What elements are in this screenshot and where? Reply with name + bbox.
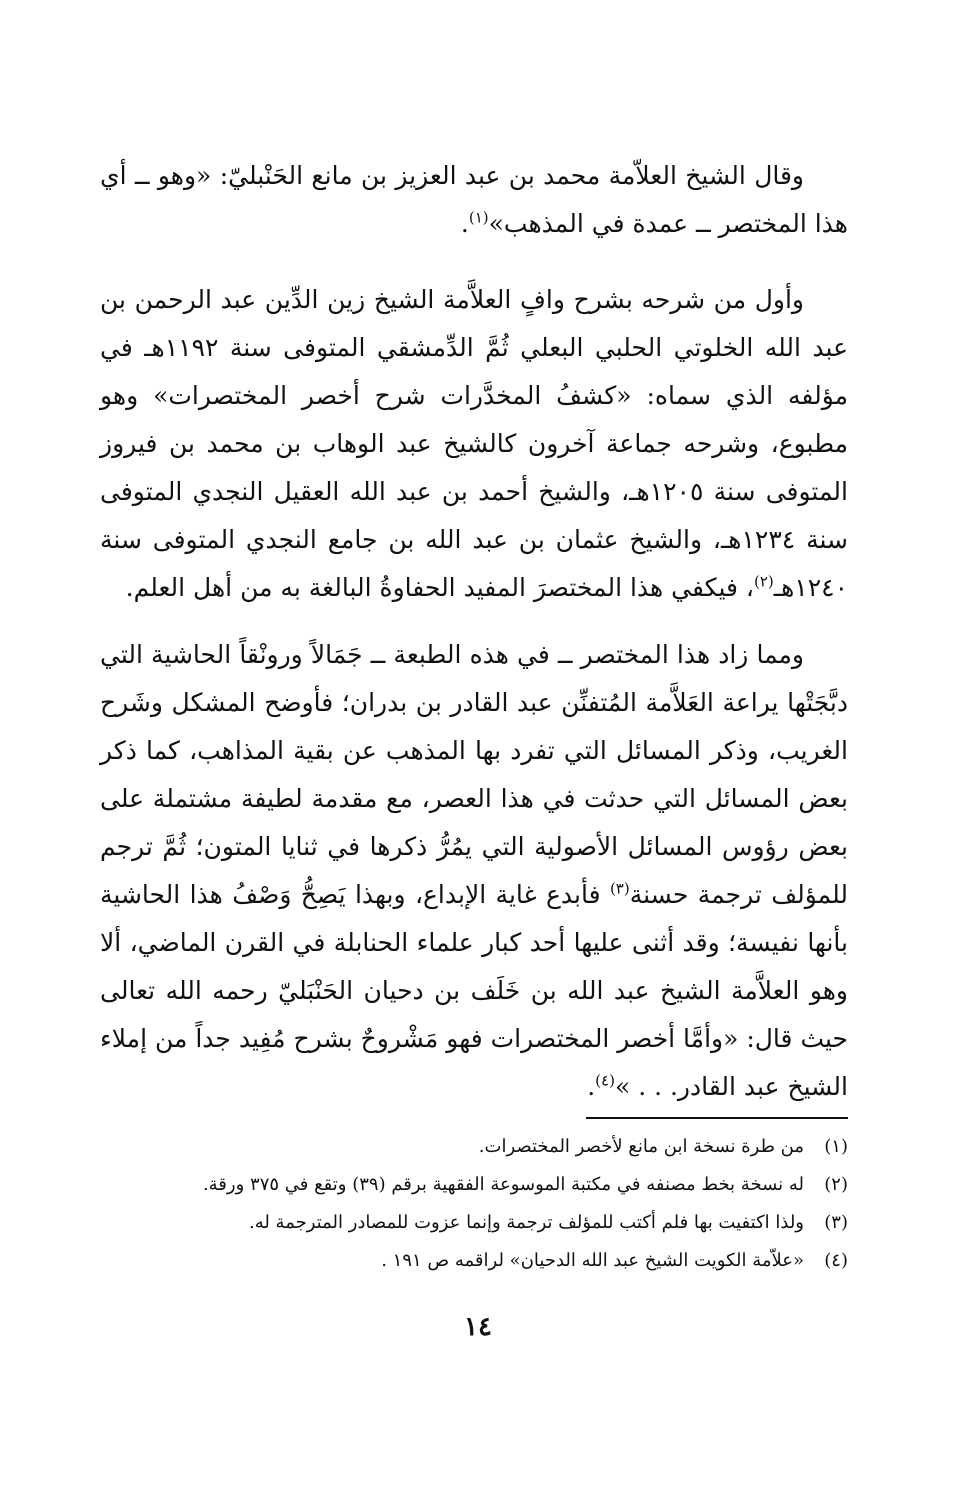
paragraph-1-text: وقال الشيخ العلاّمة محمد بن عبد العزيز بن مانع الحَنْبليّ: «وهو ــ أي هذا المختصر ــ عمدة في المذهب» [100,161,848,238]
footnote-text: له نسخة بخط مصنفه في مكتبة الموسوعة الفقهية برقم (٣٩) وتقع في ٣٧٥ ورقة. [202,1174,804,1195]
paragraph-1-tail: . [460,209,469,238]
paragraph-1 [100,152,848,248]
paragraph-3-tail: فأبدع غاية الإبداع، وبهذا يَصِحُّ وَصْفُ هذا الحاشية بأنها نفيسة؛ وقد أثنى عليها أحد كبار علماء الحنابلة في القرن الماضي، ألا وهو العلاَّمة الشيخ عبد الله بن خَلَف بن دحيان الحَنْبَليّ رحمه الله تعالى حيث قال: «وأمَّا أخصر المختصرات فهو مَشْروحٌ بشرح مُفِيد جداً من إملاء الشيخ عبد القادر. . . » [100,880,848,1101]
footnote-text: «علاّمة الكويت الشيخ عبد الله الدحيان» لراقمه ص ١٩١ . [381,1250,804,1271]
footnote-4 [100,1242,848,1280]
footnote-divider [586,1117,848,1119]
paragraph-3 [100,631,848,1111]
footnote-text: من طرة نسخة ابن مانع لأخصر المختصرات. [478,1136,804,1157]
footnote-number: (٢) [824,1174,848,1195]
footnote-ref-1[interactable]: (١) [468,208,489,227]
footnote-1 [100,1128,848,1166]
paragraph-2-text: وأول من شرحه بشرح وافٍ العلاَّمة الشيخ زين الدِّين عبد الرحمن بن عبد الله الخلوتي الحلبي البعلي ثُمَّ الدِّمشقي المتوفى سنة ١١٩٢هـ في مؤلفه الذي سماه: «كشفُ المخدَّرات شرح أخصر المختصرات» وهو مطبوع، وشرحه جماعة آخرون كالشيخ عبد الوهاب بن محمد بن فيروز المتوفى سنة ١٢٠٥هـ، والشيخ أحمد بن عبد الله العقيل النجدي المتوفى سنة ١٢٣٤هـ، والشيخ عثمان بن عبد الله بن جامع النجدي المتوفى سنة ١٢٤٠هـ [100,285,848,602]
footnote-number: (٣) [824,1212,848,1233]
footnote-ref-3[interactable]: (٣) [609,879,630,898]
footnotes-list [100,1128,848,1280]
footnote-text: ولذا اكتفيت بها فلم أكتب للمؤلف ترجمة وإنما عزوت للمصادر المترجمة له. [248,1212,804,1233]
footnote-number: (٤) [824,1250,848,1271]
paragraph-2 [100,276,848,612]
paragraph-3-tail-2: . [587,1072,596,1101]
paragraph-3-text: ومما زاد هذا المختصر ــ في هذه الطبعة ــ جَمَالاً ورونْقاً الحاشية التي دبَّجَتْها يراعة العَلاَّمة المُتفنِّن عبد القادر بن بدران؛ فأوضح المشكل وشَرح الغريب، وذكر المسائل التي تفرد بها المذهب عن بقية المذاهب، كما ذكر بعض المسائل التي حدثت في هذا العصر، مع مقدمة لطيفة مشتملة على بعض رؤوس المسائل الأصولية التي يمُرُّ ذكرها في ثنايا المتون؛ ثُمَّ ترجم للمؤلف ترجمة حسنة [100,640,849,909]
paragraph-2-tail: ، فيكفي هذا المختصرَ المفيد الحفاوةُ البالغة به من أهل العلم. [125,573,754,602]
footnote-ref-2[interactable]: (٢) [753,572,774,591]
footnote-3 [100,1204,848,1242]
footnote-number: (١) [824,1136,848,1157]
footnote-2 [100,1166,848,1204]
page-number: ١٤ [464,1312,492,1342]
footnote-ref-4[interactable]: (٤) [595,1071,615,1090]
